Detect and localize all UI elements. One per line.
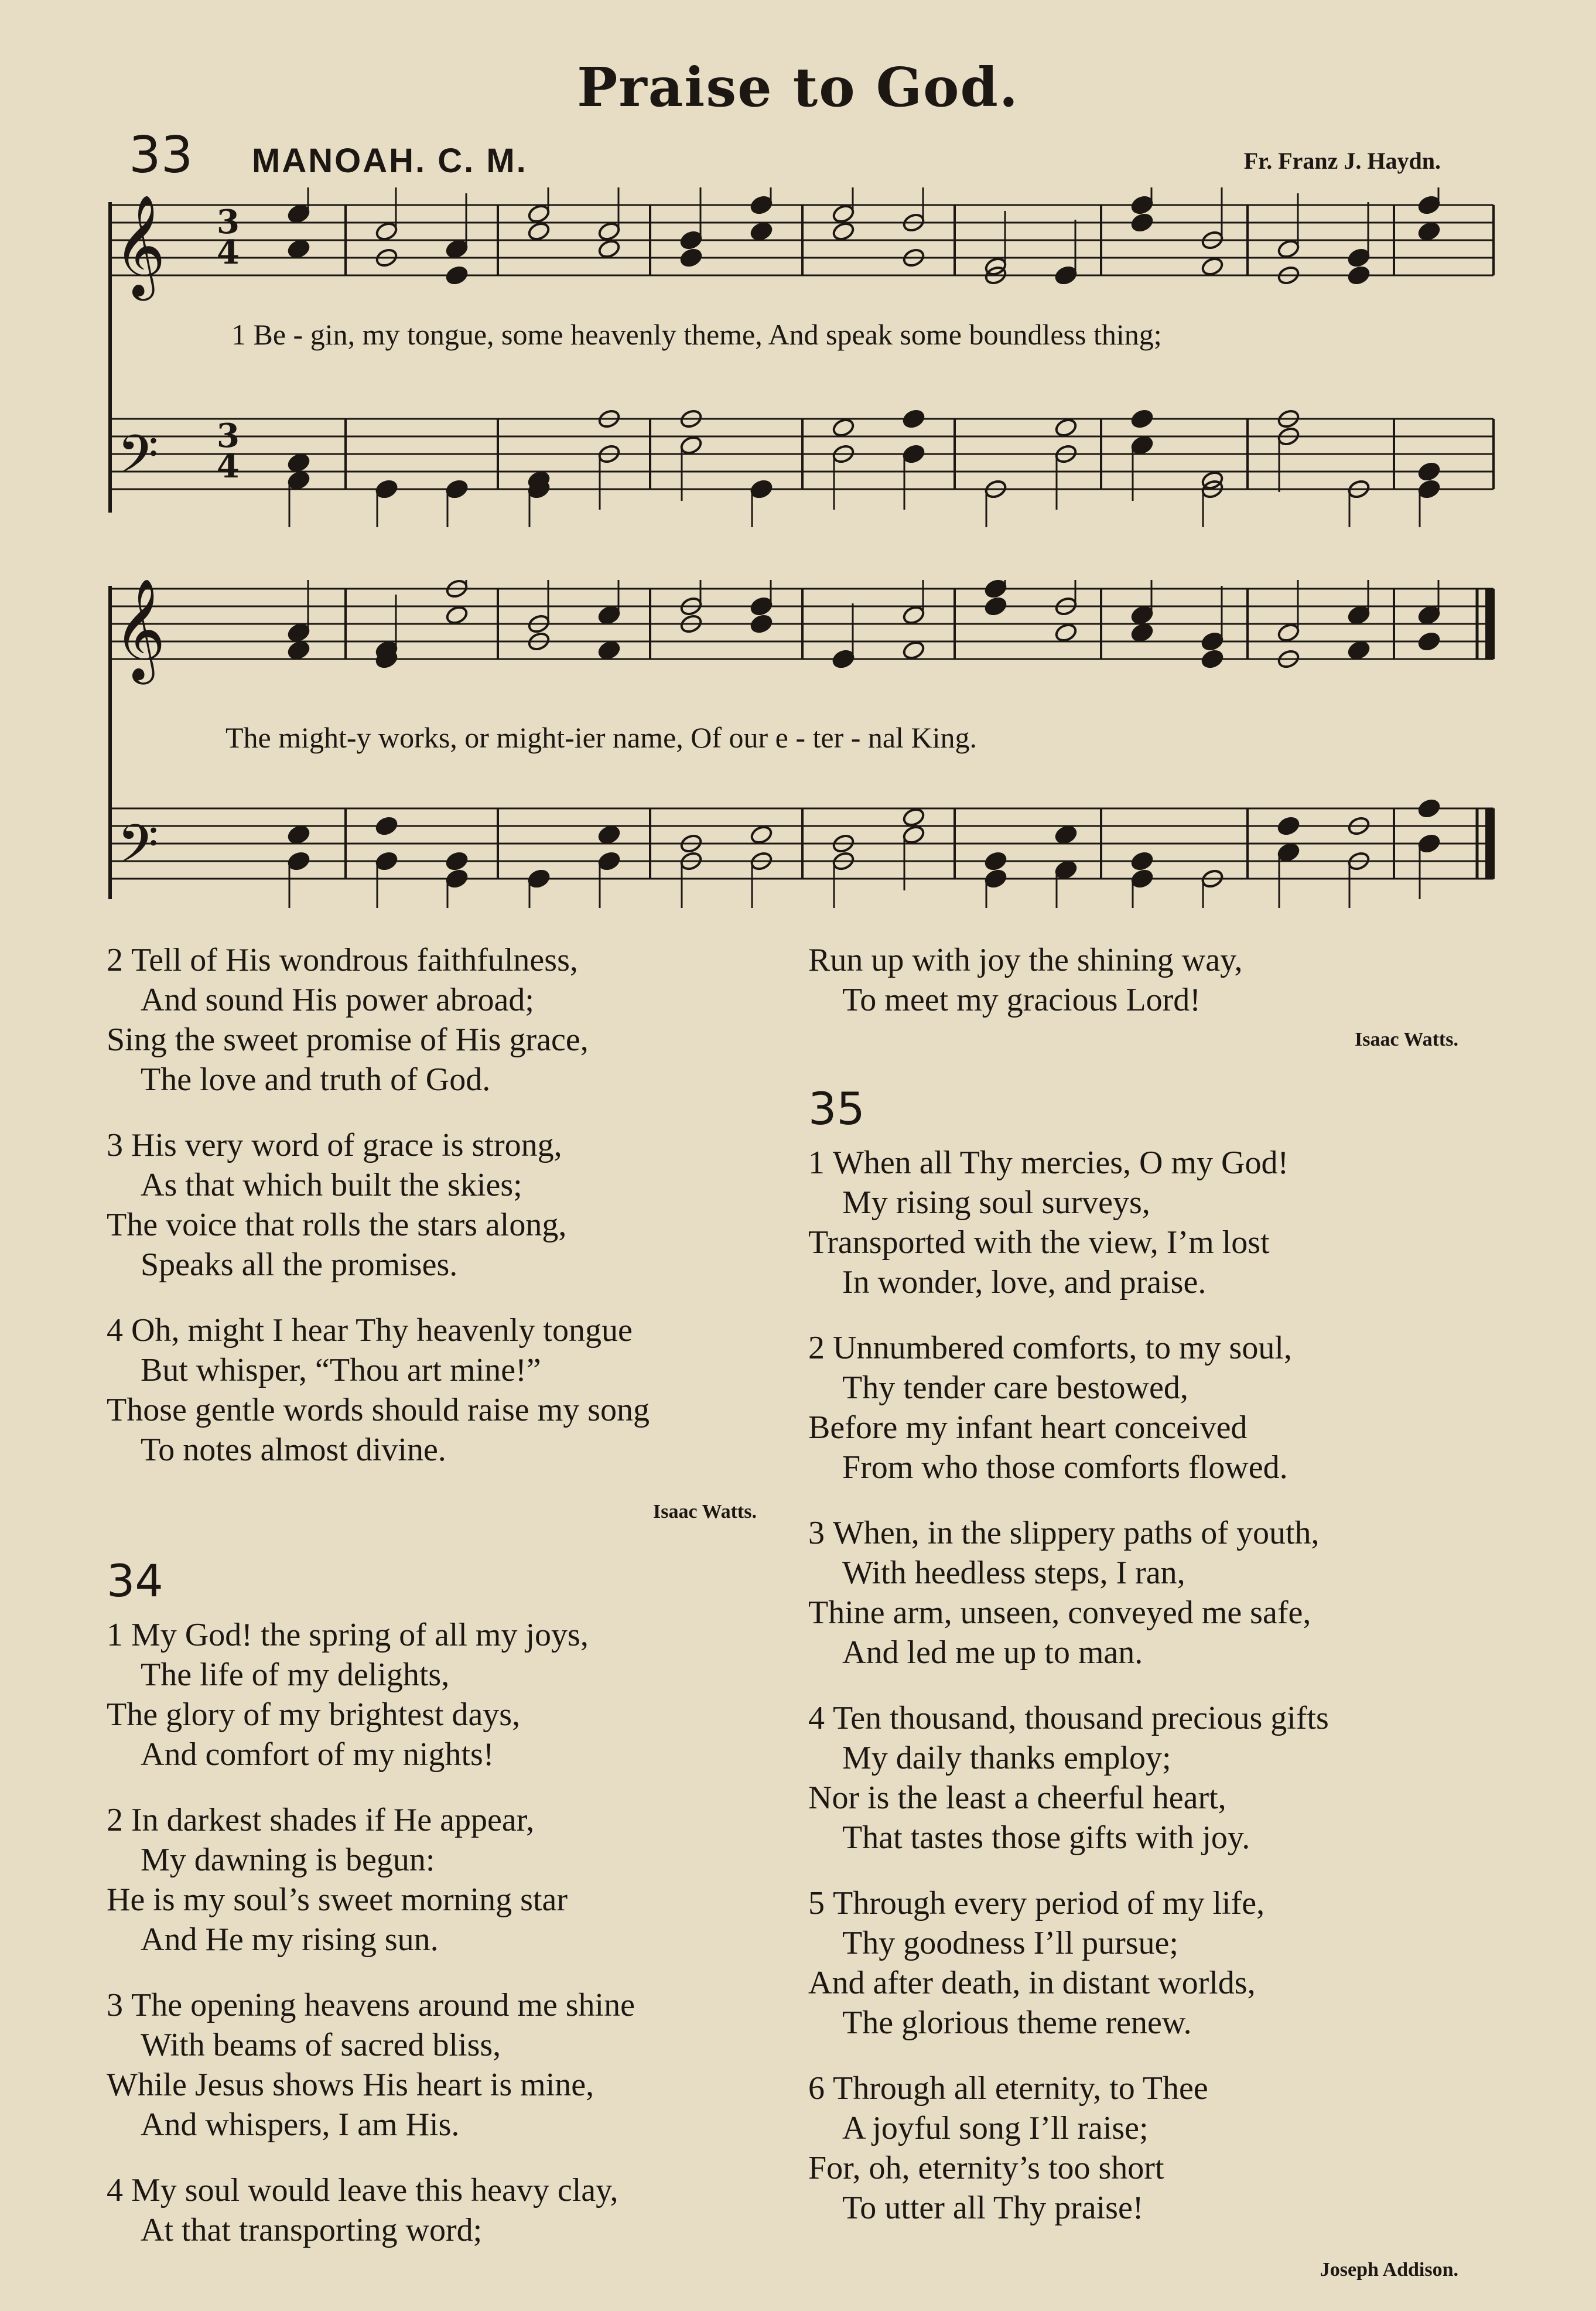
note-head (597, 851, 621, 872)
lyric-line-1: 1 Be - gin, my tongue, some heavenly theme, And speak some boundless thing; (231, 318, 1162, 351)
note-head (679, 435, 703, 456)
stanza (107, 1985, 786, 2145)
note-head (445, 580, 469, 599)
tune-name: MANOAH. C. M. (252, 142, 528, 180)
note-head (375, 479, 399, 500)
note-head (1054, 824, 1078, 845)
hymn-number: 35 (808, 1083, 865, 1135)
svg-text:𝄞: 𝄞 (114, 194, 166, 296)
note-head (832, 648, 856, 670)
verse-line (107, 1840, 786, 1880)
verse-text: Oh, might I hear Thy heavenly tongue (131, 1312, 633, 1349)
stanza (808, 2068, 1482, 2228)
note-head (1054, 859, 1078, 880)
verse-line (808, 1633, 1482, 1672)
svg-text:𝄞: 𝄞 (114, 580, 166, 680)
note-head (1277, 815, 1301, 837)
note-head (902, 807, 926, 828)
final-barline (1477, 589, 1489, 879)
note-head (750, 824, 774, 845)
note-head (287, 470, 311, 491)
note-head (375, 851, 399, 872)
author-credit: Joseph Addison. (1320, 2259, 1458, 2281)
stanza-number: 3 (808, 1515, 825, 1551)
verse-line (808, 2148, 1482, 2188)
verse-line (808, 1778, 1482, 1818)
note-head (1130, 212, 1154, 233)
verse-text: When all Thy mercies, O my God! (833, 1145, 1289, 1181)
note-head (1417, 605, 1441, 626)
note-head (832, 203, 856, 224)
note-head (832, 221, 856, 242)
note-head (1130, 194, 1154, 216)
verse-text: Thy tender care bestowed, (842, 1370, 1188, 1406)
section-title: Praise to God. (577, 56, 1019, 119)
note-head (984, 580, 1008, 599)
verse-text: And led me up to man. (842, 1634, 1143, 1671)
note-head (1277, 238, 1301, 260)
note-head (1417, 461, 1441, 482)
verse-line (107, 1165, 786, 1205)
note-head (597, 824, 621, 845)
note-head (902, 605, 926, 626)
verse-line (808, 1513, 1482, 1553)
note-head (679, 247, 703, 268)
verse-text: Ten thousand, thousand precious gifts (833, 1700, 1329, 1736)
note-head (902, 824, 926, 845)
verse-line: To meet my gracious Lord! (842, 982, 1201, 1018)
note-head (1201, 648, 1225, 670)
note-head (597, 238, 621, 260)
note-head (445, 265, 469, 286)
verse-text: Before my infant heart conceived (808, 1409, 1248, 1446)
svg-text:3: 3 (217, 203, 240, 241)
note-head (984, 596, 1008, 617)
note-head (527, 203, 551, 224)
note-head (1054, 622, 1078, 643)
note-head (1201, 256, 1225, 277)
verse-text: For, oh, eternity’s too short (808, 2150, 1164, 2186)
note-head (1054, 417, 1078, 438)
stanza (808, 1143, 1482, 1302)
note-head (1417, 798, 1441, 819)
verse-text: A joyful song I’ll raise; (842, 2110, 1149, 2146)
time-signature-bass (217, 417, 240, 486)
stanza-number: 1 (107, 1617, 123, 1653)
verse-text: When, in the slippery paths of youth, (833, 1515, 1320, 1551)
verse-line (808, 1448, 1482, 1487)
note-head (445, 479, 469, 500)
note-head (1277, 842, 1301, 863)
note-head (1201, 631, 1225, 652)
note-head (375, 221, 399, 242)
note-head (1130, 605, 1154, 626)
note-head (750, 221, 774, 242)
note-head (287, 622, 311, 643)
note-head (445, 238, 469, 260)
verse-line: Run up with joy the shining way, (808, 942, 1243, 978)
stanza (107, 1310, 786, 1470)
verse-line (107, 1020, 786, 1060)
verse-line (107, 1920, 786, 1960)
stanza (107, 2170, 786, 2250)
verse-text: With beams of sacred bliss, (141, 2027, 501, 2063)
verse-text: My soul would leave this heavy clay, (131, 2172, 618, 2208)
treble-staff (110, 589, 1494, 659)
note-head (287, 203, 311, 224)
stanza-number: 5 (808, 1885, 825, 1921)
verse-text: The voice that rolls the stars along, (107, 1207, 567, 1243)
author-credit: Isaac Watts. (653, 1501, 757, 1523)
verse-line (808, 1368, 1482, 1408)
verse-line (808, 1883, 1482, 1923)
note-head (1347, 265, 1371, 286)
verse-text: The love and truth of God. (141, 1061, 491, 1098)
verse-text: The glorious theme renew. (842, 2005, 1192, 2041)
verse-line (107, 1390, 786, 1430)
treble-staff (110, 205, 1494, 275)
verse-text: My daily thanks employ; (842, 1740, 1171, 1776)
note-head (287, 824, 311, 845)
stanza-number: 4 (107, 2172, 123, 2208)
stanza (107, 1125, 786, 1285)
verse-line (107, 1695, 786, 1735)
verse-text: The life of my delights, (141, 1657, 450, 1693)
verse-line (808, 1408, 1482, 1448)
note-head (375, 815, 399, 837)
svg-text:𝄢: 𝄢 (117, 424, 159, 499)
lyric-line-2: The might-y works, or might-ier name, Of our e - ter - nal King. (225, 721, 977, 754)
verse-line (808, 1143, 1482, 1183)
verse-text: While Jesus shows His heart is mine, (107, 2067, 594, 2103)
note-head (750, 194, 774, 216)
verse-line (107, 980, 786, 1020)
note-head (1347, 247, 1371, 268)
verse-text: He is my soul’s sweet morning star (107, 1882, 568, 1918)
hymn-33-header (129, 126, 1441, 185)
stanza (808, 1513, 1482, 1672)
composer: Fr. Franz J. Haydn. (1243, 148, 1441, 174)
note-head (1347, 640, 1371, 661)
note-head (902, 640, 926, 661)
verse-line (107, 1310, 786, 1350)
note-head (1054, 265, 1078, 286)
verse-line (107, 1125, 786, 1165)
svg-text:4: 4 (217, 233, 240, 272)
note-head (597, 605, 621, 626)
verse-line (107, 2210, 786, 2250)
verse-text: The opening heavens around me shine (131, 1987, 635, 2023)
verse-text: My rising soul surveys, (842, 1184, 1150, 1221)
verse-line (107, 1060, 786, 1100)
note-head (832, 417, 856, 438)
note-head (1130, 408, 1154, 429)
note-head (597, 221, 621, 242)
note-head (750, 596, 774, 617)
note-head (445, 851, 469, 872)
stanza-number: 2 (808, 1330, 825, 1366)
verse-line (107, 1985, 786, 2025)
verse-text: Thine arm, unseen, conveyed me safe, (808, 1595, 1311, 1631)
verse-text: Thy goodness I’ll pursue; (842, 1925, 1178, 1961)
verse-line (107, 1615, 786, 1655)
note-head (287, 851, 311, 872)
note-head (1417, 479, 1441, 500)
verse-text: At that transporting word; (141, 2212, 483, 2248)
verse-text: Speaks all the promises. (141, 1247, 458, 1283)
verse-line (808, 2068, 1482, 2108)
note-head (1277, 622, 1301, 643)
verse-line (107, 940, 786, 980)
music-system-1 (105, 187, 1499, 527)
verse-line (808, 1262, 1482, 1302)
verse-line (808, 1328, 1482, 1368)
verse-line (808, 1818, 1482, 1858)
svg-text:𝄢: 𝄢 (117, 813, 159, 888)
note-head (1130, 435, 1154, 456)
verse-line (107, 1205, 786, 1245)
verse-text: And sound His power abroad; (141, 982, 534, 1018)
verse-text: That tastes those gifts with joy. (842, 1820, 1250, 1856)
author-credit: Isaac Watts. (1355, 1029, 1458, 1050)
treble-clef-icon (114, 580, 166, 685)
stanza-number: 4 (808, 1700, 825, 1736)
stanza-number: 1 (808, 1145, 825, 1181)
verse-text: Nor is the least a cheerful heart, (808, 1780, 1226, 1816)
stanza-number: 3 (107, 1127, 123, 1163)
verse-line (107, 2170, 786, 2210)
note-head (597, 640, 621, 661)
verse-text: To notes almost divine. (141, 1432, 446, 1468)
stanza (107, 1615, 786, 1774)
note-head (287, 452, 311, 473)
verse-text: In darkest shades if He appear, (131, 1802, 535, 1838)
note-head (1347, 605, 1371, 626)
note-head (902, 443, 926, 465)
note-head (1417, 631, 1441, 652)
verse-text: But whisper, “Thou art mine!” (141, 1352, 541, 1388)
time-signature-treble (217, 203, 240, 272)
music-system-1-score (105, 187, 1499, 527)
stanza-number: 4 (107, 1312, 123, 1349)
notes-system-1 (287, 187, 1441, 527)
stanza (808, 1328, 1482, 1487)
note-head (527, 868, 551, 889)
svg-text:4: 4 (217, 447, 240, 486)
verse-text: Through all eternity, to Thee (833, 2070, 1208, 2107)
verse-line (808, 2108, 1482, 2148)
note-head (1130, 868, 1154, 889)
verse-text: To utter all Thy praise! (842, 2190, 1144, 2226)
hymn-number: 34 (107, 1555, 163, 1607)
note-head (1130, 851, 1154, 872)
note-head (679, 230, 703, 251)
hymn-number: 33 (129, 126, 193, 185)
note-head (750, 613, 774, 634)
verse-line (808, 1923, 1482, 1963)
note-head (750, 479, 774, 500)
verse-line (808, 1593, 1482, 1633)
verse-line (107, 1430, 786, 1470)
verse-text: Those gentle words should raise my song (107, 1392, 650, 1428)
verse-text: The glory of my brightest days, (107, 1696, 521, 1733)
verse-text: And after death, in distant worlds, (808, 1965, 1256, 2001)
verse-line (808, 1738, 1482, 1778)
verse-text: And comfort of my nights! (141, 1736, 494, 1773)
stanza (808, 940, 1482, 1020)
verse-line (107, 2105, 786, 2145)
verse-line (107, 1245, 786, 1285)
note-head (527, 221, 551, 242)
note-head (445, 868, 469, 889)
note-head (984, 868, 1008, 889)
verse-text: Through every period of my life, (833, 1885, 1265, 1921)
note-head (984, 851, 1008, 872)
verse-text: And whispers, I am His. (141, 2107, 460, 2143)
verse-text: In wonder, love, and praise. (842, 1264, 1207, 1300)
verse-text: As that which built the skies; (141, 1167, 522, 1203)
verse-line (808, 2188, 1482, 2228)
verse-text: My dawning is begun: (141, 1842, 435, 1878)
verse-line (107, 1350, 786, 1390)
verse-line (107, 1880, 786, 1920)
verse-text: With heedless steps, I ran, (842, 1555, 1185, 1591)
note-head (445, 605, 469, 626)
verse-text: Unnumbered comforts, to my soul, (833, 1330, 1292, 1366)
note-head (287, 238, 311, 260)
note-head (1417, 833, 1441, 854)
note-head (1417, 221, 1441, 242)
verse-text: Tell of His wondrous faithfulness, (131, 942, 578, 978)
note-head (1417, 194, 1441, 216)
stanza-number: 2 (107, 1802, 123, 1838)
bass-clef-icon (117, 424, 159, 499)
stanza (808, 1883, 1482, 2043)
bass-clef-icon (117, 813, 159, 888)
stanza (808, 1698, 1482, 1858)
stanza (107, 1800, 786, 1960)
verse-line (808, 1963, 1482, 2003)
stanza-number: 3 (107, 1987, 123, 2023)
verse-text: Sing the sweet promise of His grace, (107, 1022, 589, 1058)
stanza (107, 940, 786, 1100)
treble-clef-icon (114, 194, 166, 301)
verse-text: Transported with the view, I’m lost (808, 1224, 1270, 1261)
verse-line (107, 1735, 786, 1774)
left-column (107, 940, 786, 2276)
verse-text: My God! the spring of all my joys, (131, 1617, 589, 1653)
verse-line (808, 1223, 1482, 1262)
stanza-number: 2 (107, 942, 123, 978)
verse-line (808, 2003, 1482, 2043)
note-head (287, 640, 311, 661)
verse-line (808, 1553, 1482, 1593)
verse-line (107, 2025, 786, 2065)
verse-line (107, 2065, 786, 2105)
note-head (1130, 622, 1154, 643)
verse-text: And He my rising sun. (141, 1921, 439, 1958)
verse-line (107, 1800, 786, 1840)
verse-text: From who those comforts flowed. (842, 1449, 1288, 1486)
verse-line (808, 1698, 1482, 1738)
note-head (902, 408, 926, 429)
verse-line (107, 1655, 786, 1695)
verse-line (808, 1183, 1482, 1223)
right-column (808, 940, 1482, 2311)
verse-text: His very word of grace is strong, (131, 1127, 562, 1163)
stanza-number: 6 (808, 2070, 825, 2107)
svg-text:3: 3 (217, 417, 240, 455)
